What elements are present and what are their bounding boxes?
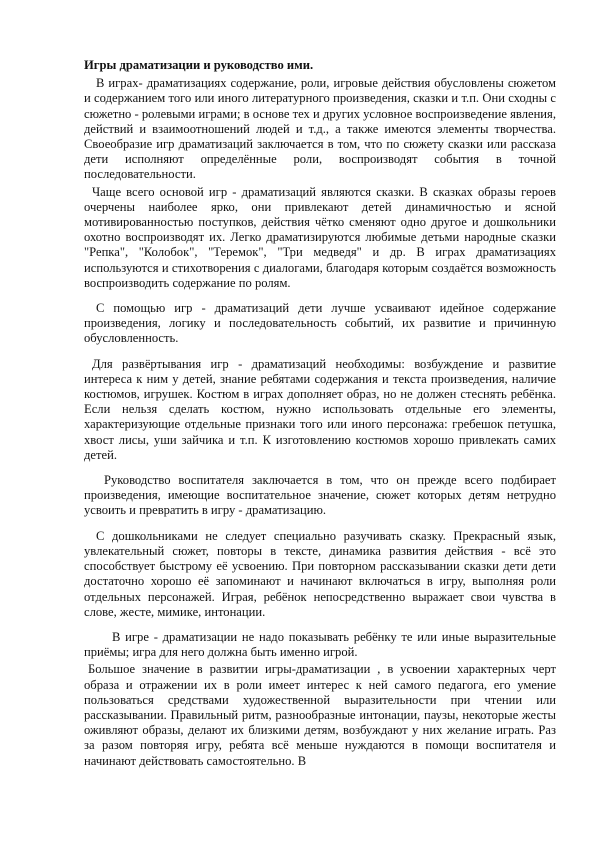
paragraph-5: Руководство воспитателя заключается в том, что он прежде всего подбирает произведения, имеющие воспитательное значение, сюжет которых детям нетрудно усвоить и превратить в игру - драматизацию. — [84, 473, 556, 518]
document-title: Игры драматизации и руководство ими. — [84, 58, 314, 72]
paragraph-8: Большое значение в развитии игры-драматизации , в усвоении характерных черт образа и отражении их в роли имеет интерес к ней самого педагога, его умение пользоваться средствами художественной выразительности при чтении или рассказывании. Правильный ритм, разнообразные интонации, паузы, некоторые жесты оживляют образы, делают их близкими детям, возбуждают у них желание играть. Раз за разом повторяя игру, ребята всё меньше нуждаются в помощи воспитателя и начинают действовать самостоятельно. В — [84, 662, 556, 768]
paragraph-4: Для развёртывания игр - драматизаций необходимы: возбуждение и развитие интереса к ним у детей, знание ребятами содержания и текста произведения, наличие костюмов, игрушек. Костюм в играх дополняет образ, но не должен стеснять ребёнка. Если нельзя сделать костюм, нужно использовать отдельные его элементы, характеризующие отдельные признаки того или иного персонажа: гребешок петушка, хвост лисы, уши зайчика и т.п. К изготовлению костюмов хорошо привлекать самих детей. — [84, 356, 556, 462]
paragraph-7: В игре - драматизации не надо показывать ребёнку те или иные выразительные приёмы; игра для него должна быть именно игрой. — [84, 629, 556, 660]
paragraph-1: В играх- драматизациях содержание, роли, игровые действия обусловлены сюжетом и содержанием того или иного литературного произведения, сказки и т.п. Они сходны с сюжетно - ролевыми играми; в основе тех и других условное воспроизведение явления, действий и взаимоотношений людей и т.д., а также имеются элементы творчества. Своеобразие игр драматизаций заключается в том, что по сюжету сказки или рассказа дети исполняют определённые роли, воспроизводят события в точной последовательности. — [84, 76, 556, 182]
document-page — [84, 58, 556, 771]
paragraph-2: Чаще всего основой игр - драматизаций являются сказки. В сказках образы героев очерчены наиболее ярко, они привлекают детей динамичностью и ясной мотивированностью поступков, действия чётко сменяют одно другое и дошкольники охотно воспроизводят их. Легко драматизируются любимые детьми народные сказки "Репка", "Колобок", "Теремок", "Три медведя" и др. В играх драматизациях используются и стихотворения с диалогами, благодаря которым создаётся возможность воспроизводить содержание по ролям. — [84, 184, 556, 290]
paragraph-3: С помощью игр - драматизаций дети лучше усваивают идейное содержание произведения, логику и последовательность событий, их развитие и причинную обусловленность. — [84, 301, 556, 346]
paragraph-6: С дошкольниками не следует специально разучивать сказку. Прекрасный язык, увлекательный сюжет, повторы в тексте, динамика развития действия - всё это способствует быстрому её усвоению. При повторном рассказывании сказки дети дети достаточно хорошо её запоминают и начинают включаться в игру, выполняя роли отдельных персонажей. Играя, ребёнок непосредственно выражает свои чувства в слове, жесте, мимике, интонации. — [84, 528, 556, 619]
